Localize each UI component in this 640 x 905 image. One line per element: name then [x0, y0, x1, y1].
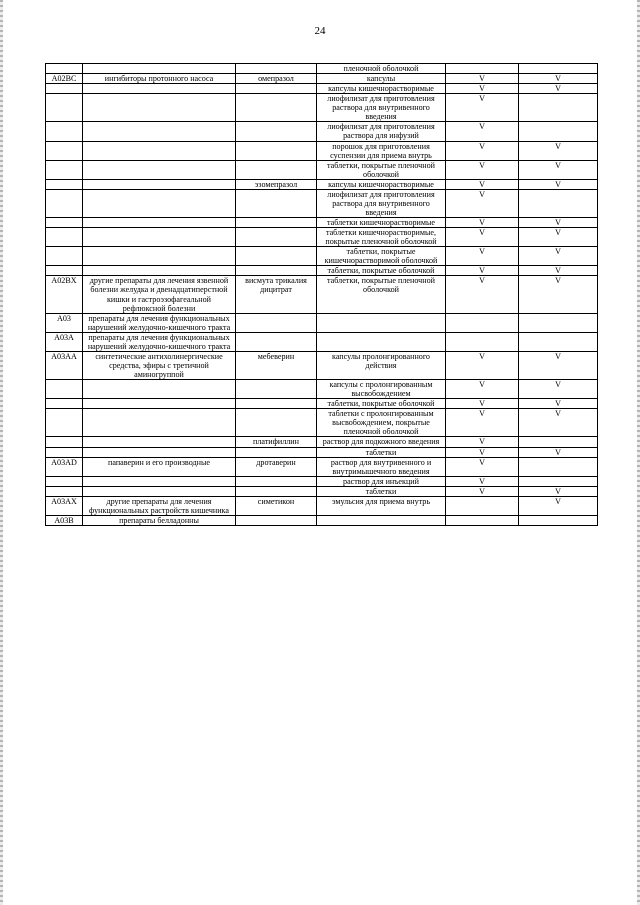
mark-cell: V [519, 218, 598, 228]
drug-name-cell [236, 486, 317, 496]
pharm-group-cell [83, 409, 236, 437]
mark-cell: V [446, 228, 519, 247]
mark-cell [446, 515, 519, 525]
drug-name-cell [236, 515, 317, 525]
atc-code-cell [46, 447, 83, 457]
drug-name-cell [236, 141, 317, 160]
mark-cell [519, 515, 598, 525]
mark-cell: V [446, 447, 519, 457]
drug-list-table [45, 63, 598, 526]
dosage-form-cell: капсулы [317, 74, 446, 84]
mark-cell: V [519, 399, 598, 409]
scan-edge-left [0, 0, 3, 905]
dosage-form-cell: таблетки кишечнорастворимые [317, 218, 446, 228]
atc-code-cell [46, 380, 83, 399]
pharm-group-cell [83, 228, 236, 247]
atc-code-cell: A03B [46, 515, 83, 525]
dosage-form-cell: эмульсия для приема внутрь [317, 496, 446, 515]
table-row [46, 486, 598, 496]
drug-name-cell: висмута трикалия дицитрат [236, 276, 317, 313]
atc-code-cell [46, 84, 83, 94]
pharm-group-cell [83, 218, 236, 228]
table-row [46, 313, 598, 332]
table-row [46, 409, 598, 437]
drug-name-cell [236, 189, 317, 217]
atc-code-cell [46, 476, 83, 486]
drug-name-cell [236, 332, 317, 351]
mark-cell: V [519, 228, 598, 247]
table-row [46, 332, 598, 351]
pharm-group-cell [83, 94, 236, 122]
drug-name-cell [236, 476, 317, 486]
drug-name-cell [236, 94, 317, 122]
pharm-group-cell [83, 380, 236, 399]
atc-code-cell [46, 179, 83, 189]
mark-cell [519, 457, 598, 476]
atc-code-cell: A03AX [46, 496, 83, 515]
drug-name-cell: платифиллин [236, 437, 317, 447]
mark-cell: V [446, 457, 519, 476]
mark-cell: V [446, 409, 519, 437]
table-row [46, 84, 598, 94]
table-row [46, 380, 598, 399]
atc-code-cell [46, 437, 83, 447]
pharm-group-cell [83, 476, 236, 486]
pharm-group-cell [83, 141, 236, 160]
table-row [46, 515, 598, 525]
mark-cell: V [519, 486, 598, 496]
mark-cell: V [446, 141, 519, 160]
atc-code-cell: A02BX [46, 276, 83, 313]
table-row [46, 496, 598, 515]
dosage-form-cell: таблетки [317, 486, 446, 496]
drug-name-cell [236, 447, 317, 457]
mark-cell: V [446, 179, 519, 189]
page-number: 24 [314, 25, 326, 37]
pharm-group-cell [83, 447, 236, 457]
atc-code-cell [46, 409, 83, 437]
atc-code-cell [46, 218, 83, 228]
mark-cell: V [519, 351, 598, 379]
dosage-form-cell: порошок для приготовления суспензии для приема внутрь [317, 141, 446, 160]
mark-cell: V [519, 141, 598, 160]
pharm-group-cell [83, 247, 236, 266]
dosage-form-cell: лиофилизат для приготовления раствора для внутривенного введения [317, 94, 446, 122]
pharm-group-cell: ингибиторы протонного насоса [83, 74, 236, 84]
mark-cell [519, 122, 598, 141]
pharm-group-cell [83, 122, 236, 141]
drug-name-cell [236, 399, 317, 409]
mark-cell [446, 313, 519, 332]
mark-cell: V [519, 447, 598, 457]
table-row [46, 74, 598, 84]
table-row [46, 94, 598, 122]
dosage-form-cell: раствор для подкожного введения [317, 437, 446, 447]
drug-name-cell [236, 247, 317, 266]
mark-cell [519, 476, 598, 486]
mark-cell: V [519, 409, 598, 437]
mark-cell: V [446, 276, 519, 313]
drug-name-cell [236, 84, 317, 94]
mark-cell: V [446, 266, 519, 276]
mark-cell [446, 64, 519, 74]
dosage-form-cell: капсулы кишечнорастворимые [317, 179, 446, 189]
mark-cell: V [446, 486, 519, 496]
atc-code-cell [46, 64, 83, 74]
atc-code-cell [46, 266, 83, 276]
drug-name-cell [236, 64, 317, 74]
atc-code-cell: A02BC [46, 74, 83, 84]
mark-cell [519, 64, 598, 74]
pharm-group-cell [83, 160, 236, 179]
mark-cell: V [519, 266, 598, 276]
pharm-group-cell [83, 399, 236, 409]
mark-cell [519, 94, 598, 122]
dosage-form-cell: лиофилизат для приготовления раствора для инфузий [317, 122, 446, 141]
table-row [46, 437, 598, 447]
drug-name-cell: омепразол [236, 74, 317, 84]
dosage-form-cell: таблетки кишечнорастворимые, покрытые пленочной оболочкой [317, 228, 446, 247]
dosage-form-cell: таблетки, покрытые оболочкой [317, 399, 446, 409]
drug-name-cell [236, 313, 317, 332]
pharm-group-cell [83, 84, 236, 94]
table-row [46, 266, 598, 276]
mark-cell [519, 437, 598, 447]
table-row [46, 476, 598, 486]
pharm-group-cell [83, 437, 236, 447]
mark-cell [446, 496, 519, 515]
table-row [46, 64, 598, 74]
pharm-group-cell: препараты для лечения функциональных нарушений желудочно-кишечного тракта [83, 313, 236, 332]
mark-cell: V [446, 74, 519, 84]
pharm-group-cell [83, 179, 236, 189]
pharm-group-cell: другие препараты для лечения функциональных растройств кишечника [83, 496, 236, 515]
mark-cell: V [446, 189, 519, 217]
atc-code-cell: A03AD [46, 457, 83, 476]
table-row [46, 457, 598, 476]
drug-name-cell: дротаверин [236, 457, 317, 476]
mark-cell: V [446, 122, 519, 141]
drug-name-cell [236, 228, 317, 247]
mark-cell: V [446, 160, 519, 179]
mark-cell: V [446, 380, 519, 399]
dosage-form-cell: капсулы кишечнорастворимые [317, 84, 446, 94]
table-row [46, 447, 598, 457]
drug-name-cell: эзомепразол [236, 179, 317, 189]
drug-name-cell [236, 218, 317, 228]
drug-name-cell [236, 380, 317, 399]
mark-cell [519, 332, 598, 351]
atc-code-cell [46, 189, 83, 217]
pharm-group-cell: препараты для лечения функциональных нарушений желудочно-кишечного тракта [83, 332, 236, 351]
table-row [46, 189, 598, 217]
dosage-form-cell: пленочной оболочкой [317, 64, 446, 74]
drug-name-cell [236, 160, 317, 179]
mark-cell: V [519, 74, 598, 84]
mark-cell: V [446, 399, 519, 409]
atc-code-cell [46, 228, 83, 247]
atc-code-cell: A03 [46, 313, 83, 332]
table-row [46, 228, 598, 247]
atc-code-cell [46, 122, 83, 141]
pharm-group-cell [83, 266, 236, 276]
mark-cell: V [446, 476, 519, 486]
drug-name-cell [236, 122, 317, 141]
mark-cell [519, 313, 598, 332]
dosage-form-cell [317, 515, 446, 525]
mark-cell [519, 189, 598, 217]
mark-cell: V [519, 496, 598, 515]
table-row [46, 276, 598, 313]
mark-cell: V [519, 179, 598, 189]
table-row [46, 247, 598, 266]
dosage-form-cell: таблетки с пролонгированным высвобождением, покрытые пленочной оболочкой [317, 409, 446, 437]
mark-cell: V [446, 247, 519, 266]
mark-cell: V [446, 437, 519, 447]
dosage-form-cell: таблетки, покрытые пленочной оболочкой [317, 276, 446, 313]
pharm-group-cell: папаверин и его производные [83, 457, 236, 476]
table-row [46, 399, 598, 409]
pharm-group-cell [83, 486, 236, 496]
mark-cell: V [519, 160, 598, 179]
drug-name-cell: мебеверин [236, 351, 317, 379]
drug-name-cell: симетикон [236, 496, 317, 515]
pharm-group-cell: синтетические антихолинергические средства, эфиры с третичной аминогруппой [83, 351, 236, 379]
mark-cell: V [446, 218, 519, 228]
dosage-form-cell: таблетки, покрытые оболочкой [317, 266, 446, 276]
atc-code-cell [46, 486, 83, 496]
mark-cell [446, 332, 519, 351]
drug-name-cell [236, 266, 317, 276]
table-row [46, 122, 598, 141]
dosage-form-cell [317, 332, 446, 351]
dosage-form-cell: лиофилизат для приготовления раствора для внутривенного введения [317, 189, 446, 217]
mark-cell: V [446, 94, 519, 122]
atc-code-cell [46, 94, 83, 122]
pharm-group-cell [83, 64, 236, 74]
dosage-form-cell: таблетки, покрытые пленочной оболочкой [317, 160, 446, 179]
table-row [46, 351, 598, 379]
dosage-form-cell: таблетки, покрытые кишечнорастворимой оболочкой [317, 247, 446, 266]
table-row [46, 160, 598, 179]
mark-cell: V [446, 84, 519, 94]
mark-cell: V [446, 351, 519, 379]
dosage-form-cell: раствор для внутривенного и внутримышечного введения [317, 457, 446, 476]
atc-code-cell [46, 247, 83, 266]
pharm-group-cell [83, 189, 236, 217]
table-row [46, 141, 598, 160]
dosage-form-cell: капсулы с пролонгированным высвобождением [317, 380, 446, 399]
mark-cell: V [519, 247, 598, 266]
mark-cell: V [519, 276, 598, 313]
dosage-form-cell: капсулы пролонгированного действия [317, 351, 446, 379]
atc-code-cell: A03A [46, 332, 83, 351]
dosage-form-cell [317, 313, 446, 332]
atc-code-cell: A03AA [46, 351, 83, 379]
table-row [46, 179, 598, 189]
table-row [46, 218, 598, 228]
mark-cell: V [519, 380, 598, 399]
pharm-group-cell: препараты белладонны [83, 515, 236, 525]
dosage-form-cell: таблетки [317, 447, 446, 457]
dosage-form-cell: раствор для инъекций [317, 476, 446, 486]
drug-name-cell [236, 409, 317, 437]
pharm-group-cell: другие препараты для лечения язвенной болезни желудка и двенадцатиперстной кишки и гастроэзофагеальной рефлюксной болезни [83, 276, 236, 313]
atc-code-cell [46, 160, 83, 179]
atc-code-cell [46, 141, 83, 160]
mark-cell: V [519, 84, 598, 94]
atc-code-cell [46, 399, 83, 409]
